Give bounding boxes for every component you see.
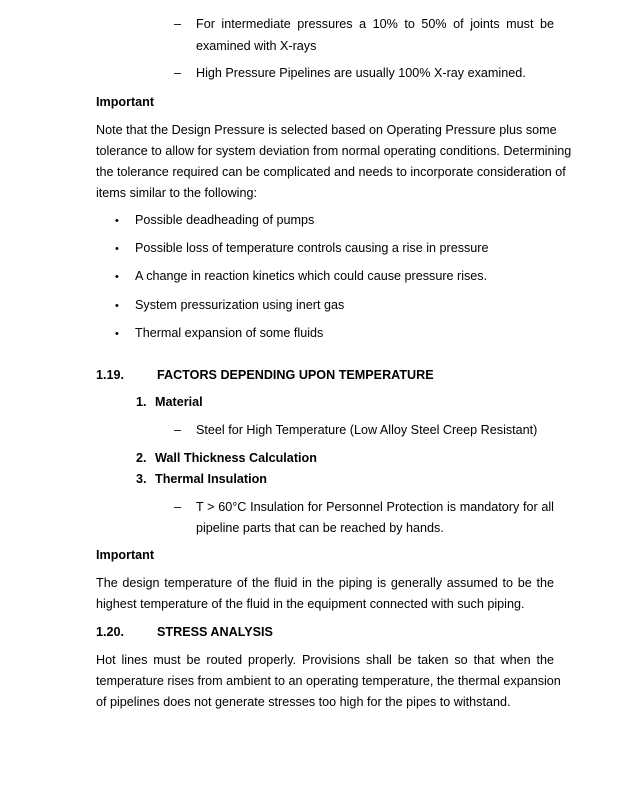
bullet-marker: • <box>115 271 119 283</box>
paragraph-line: the tolerance required can be complicated and needs to incorporate consideration of <box>96 165 566 179</box>
dash-item-text: High Pressure Pipelines are usually 100% X-ray examined. <box>196 66 526 80</box>
bullet-item: Possible deadheading of pumps <box>135 213 315 227</box>
paragraph-line: tolerance to allow for system deviation from normal operating conditions. Determining <box>96 144 572 158</box>
section-title: FACTORS DEPENDING UPON TEMPERATURE <box>157 368 434 382</box>
dash-marker: – <box>174 500 182 514</box>
list-number: 3. <box>136 472 147 486</box>
paragraph-line: temperature rises from ambient to an operating temperature, the thermal expansion <box>96 674 561 688</box>
dash-item-text: pipeline parts that can be reached by hands. <box>196 521 444 535</box>
bullet-item: Possible loss of temperature controls causing a rise in pressure <box>135 241 489 255</box>
paragraph-line: The design temperature of the fluid in the piping is generally assumed to be the <box>96 576 554 590</box>
dash-marker: – <box>174 423 182 437</box>
important-heading: Important <box>96 548 155 562</box>
dash-item-text: Steel for High Temperature (Low Alloy Steel Creep Resistant) <box>196 423 538 437</box>
bullet-marker: • <box>115 300 119 312</box>
section-number: 1.20. <box>96 625 125 639</box>
list-item-label: Material <box>155 395 203 409</box>
bullet-item: Thermal expansion of some fluids <box>135 326 324 340</box>
dash-marker: – <box>174 66 182 80</box>
section-number: 1.19. <box>96 368 125 382</box>
bullet-marker: • <box>115 328 119 340</box>
list-item-label: Thermal Insulation <box>155 472 267 486</box>
paragraph-line: Note that the Design Pressure is selected based on Operating Pressure plus some <box>96 123 557 137</box>
dash-item-text: For intermediate pressures a 10% to 50% of joints must be <box>196 17 554 31</box>
section-title: STRESS ANALYSIS <box>157 625 273 639</box>
dash-item-text: T > 60°C Insulation for Personnel Protection is mandatory for all <box>196 500 554 514</box>
paragraph-line: Hot lines must be routed properly. Provisions shall be taken so that when the <box>96 653 554 667</box>
bullet-item: System pressurization using inert gas <box>135 298 345 312</box>
dash-item-text: examined with X-rays <box>196 39 317 53</box>
paragraph-line: items similar to the following: <box>96 186 257 200</box>
bullet-marker: • <box>115 215 119 227</box>
paragraph-line: highest temperature of the fluid in the equipment connected with such piping. <box>96 597 525 611</box>
bullet-marker: • <box>115 243 119 255</box>
list-number: 2. <box>136 451 147 465</box>
dash-marker: – <box>174 17 182 31</box>
bullet-item: A change in reaction kinetics which could cause pressure rises. <box>135 269 488 283</box>
important-heading: Important <box>96 95 155 109</box>
list-number: 1. <box>136 395 147 409</box>
list-item-label: Wall Thickness Calculation <box>155 451 317 465</box>
paragraph-line: of pipelines does not generate stresses too high for the pipes to withstand. <box>96 695 511 709</box>
